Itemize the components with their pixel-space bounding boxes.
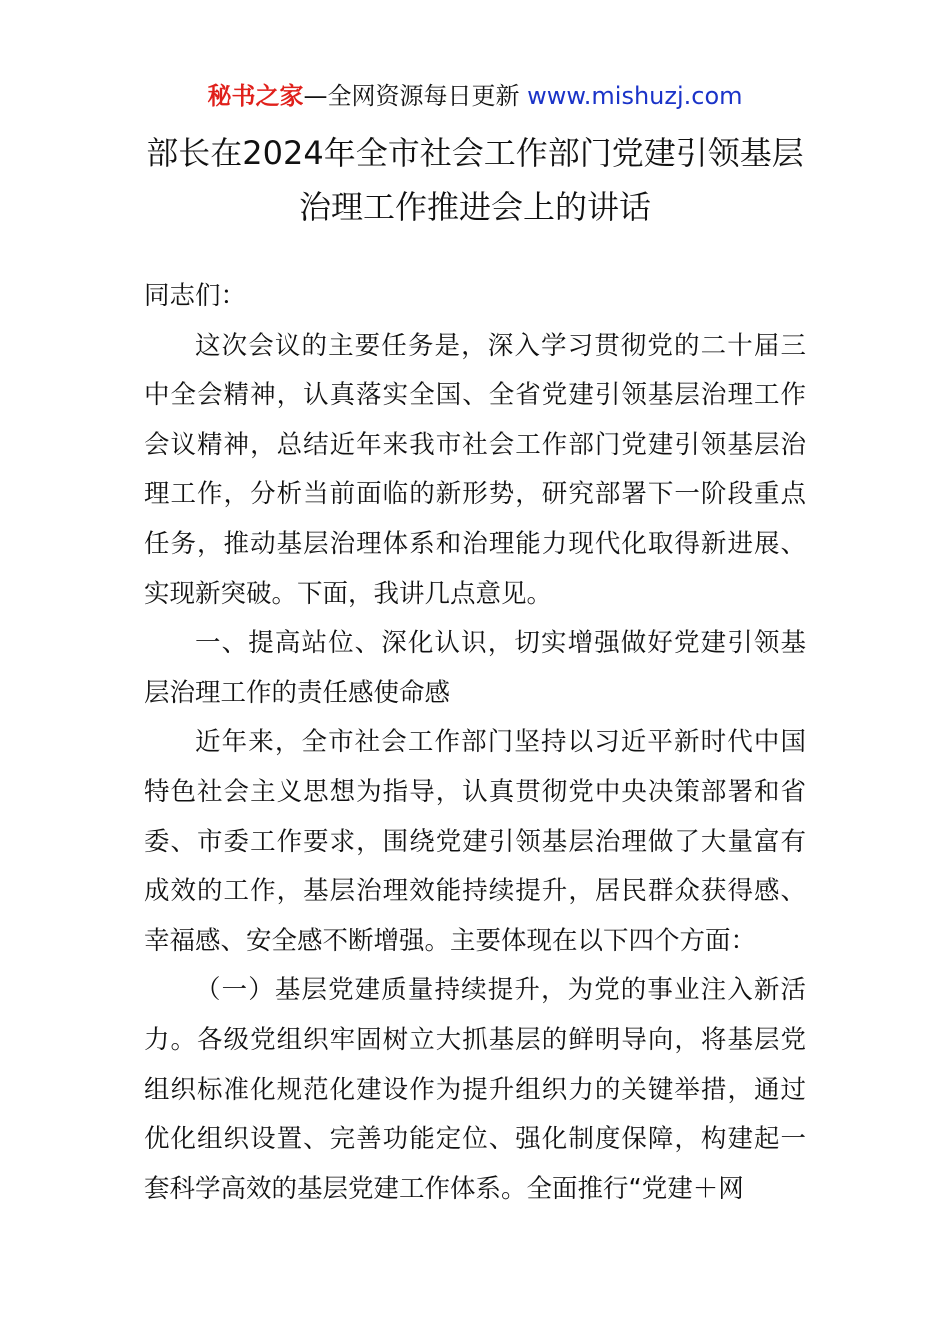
site-tagline: —全网资源每日更新 bbox=[303, 82, 528, 110]
paragraph-recent-years: 近年来，全市社会工作部门坚持以习近平新时代中国特色社会主义思想为指导，认真贯彻党中央决策部署和省委、市委工作要求，围绕党建引领基层治理做了大量富有成效的工作，基层治理效能持续提升，居民群众获得感、幸福感、安全感不断增强。主要体现在以下四个方面： bbox=[144, 727, 806, 956]
title-line-2: 治理工作推进会上的讲话 bbox=[298, 188, 651, 226]
document-title bbox=[60, 126, 890, 234]
site-header bbox=[0, 80, 950, 112]
paragraph-intro: 这次会议的主要任务是，深入学习贯彻党的二十届三中全会精神，认真落实全国、全省党建引领基层治理工作会议精神，总结近年来我市社会工作部门党建引领基层治理工作，分析当前面临的新形势，研究部署下一阶段重点任务，推动基层治理体系和治理能力现代化取得新进展、实现新突破。下面，我讲几点意见。 bbox=[144, 330, 806, 609]
site-url-link[interactable]: www.mishuzj.com bbox=[527, 82, 743, 110]
document-body bbox=[144, 272, 806, 1214]
paragraph-subsection-1: （一）基层党建质量持续提升，为党的事业注入新活力。各级党组织牢固树立大抓基层的鲜明导向，将基层党组织标准化规范化建设作为提升组织力的关键举措，通过优化组织设置、完善功能定位、强化制度保障，构建起一套科学高效的基层党建工作体系。全面推行“党建＋网 bbox=[144, 975, 806, 1204]
title-line-1: 部长在2024年全市社会工作部门党建引领基层 bbox=[146, 134, 804, 172]
salutation: 同志们： bbox=[144, 281, 247, 311]
site-name: 秘书之家 bbox=[207, 82, 304, 110]
section-heading-1: 一、提高站位、深化认识，切实增强做好党建引领基层治理工作的责任感使命感 bbox=[144, 628, 806, 708]
